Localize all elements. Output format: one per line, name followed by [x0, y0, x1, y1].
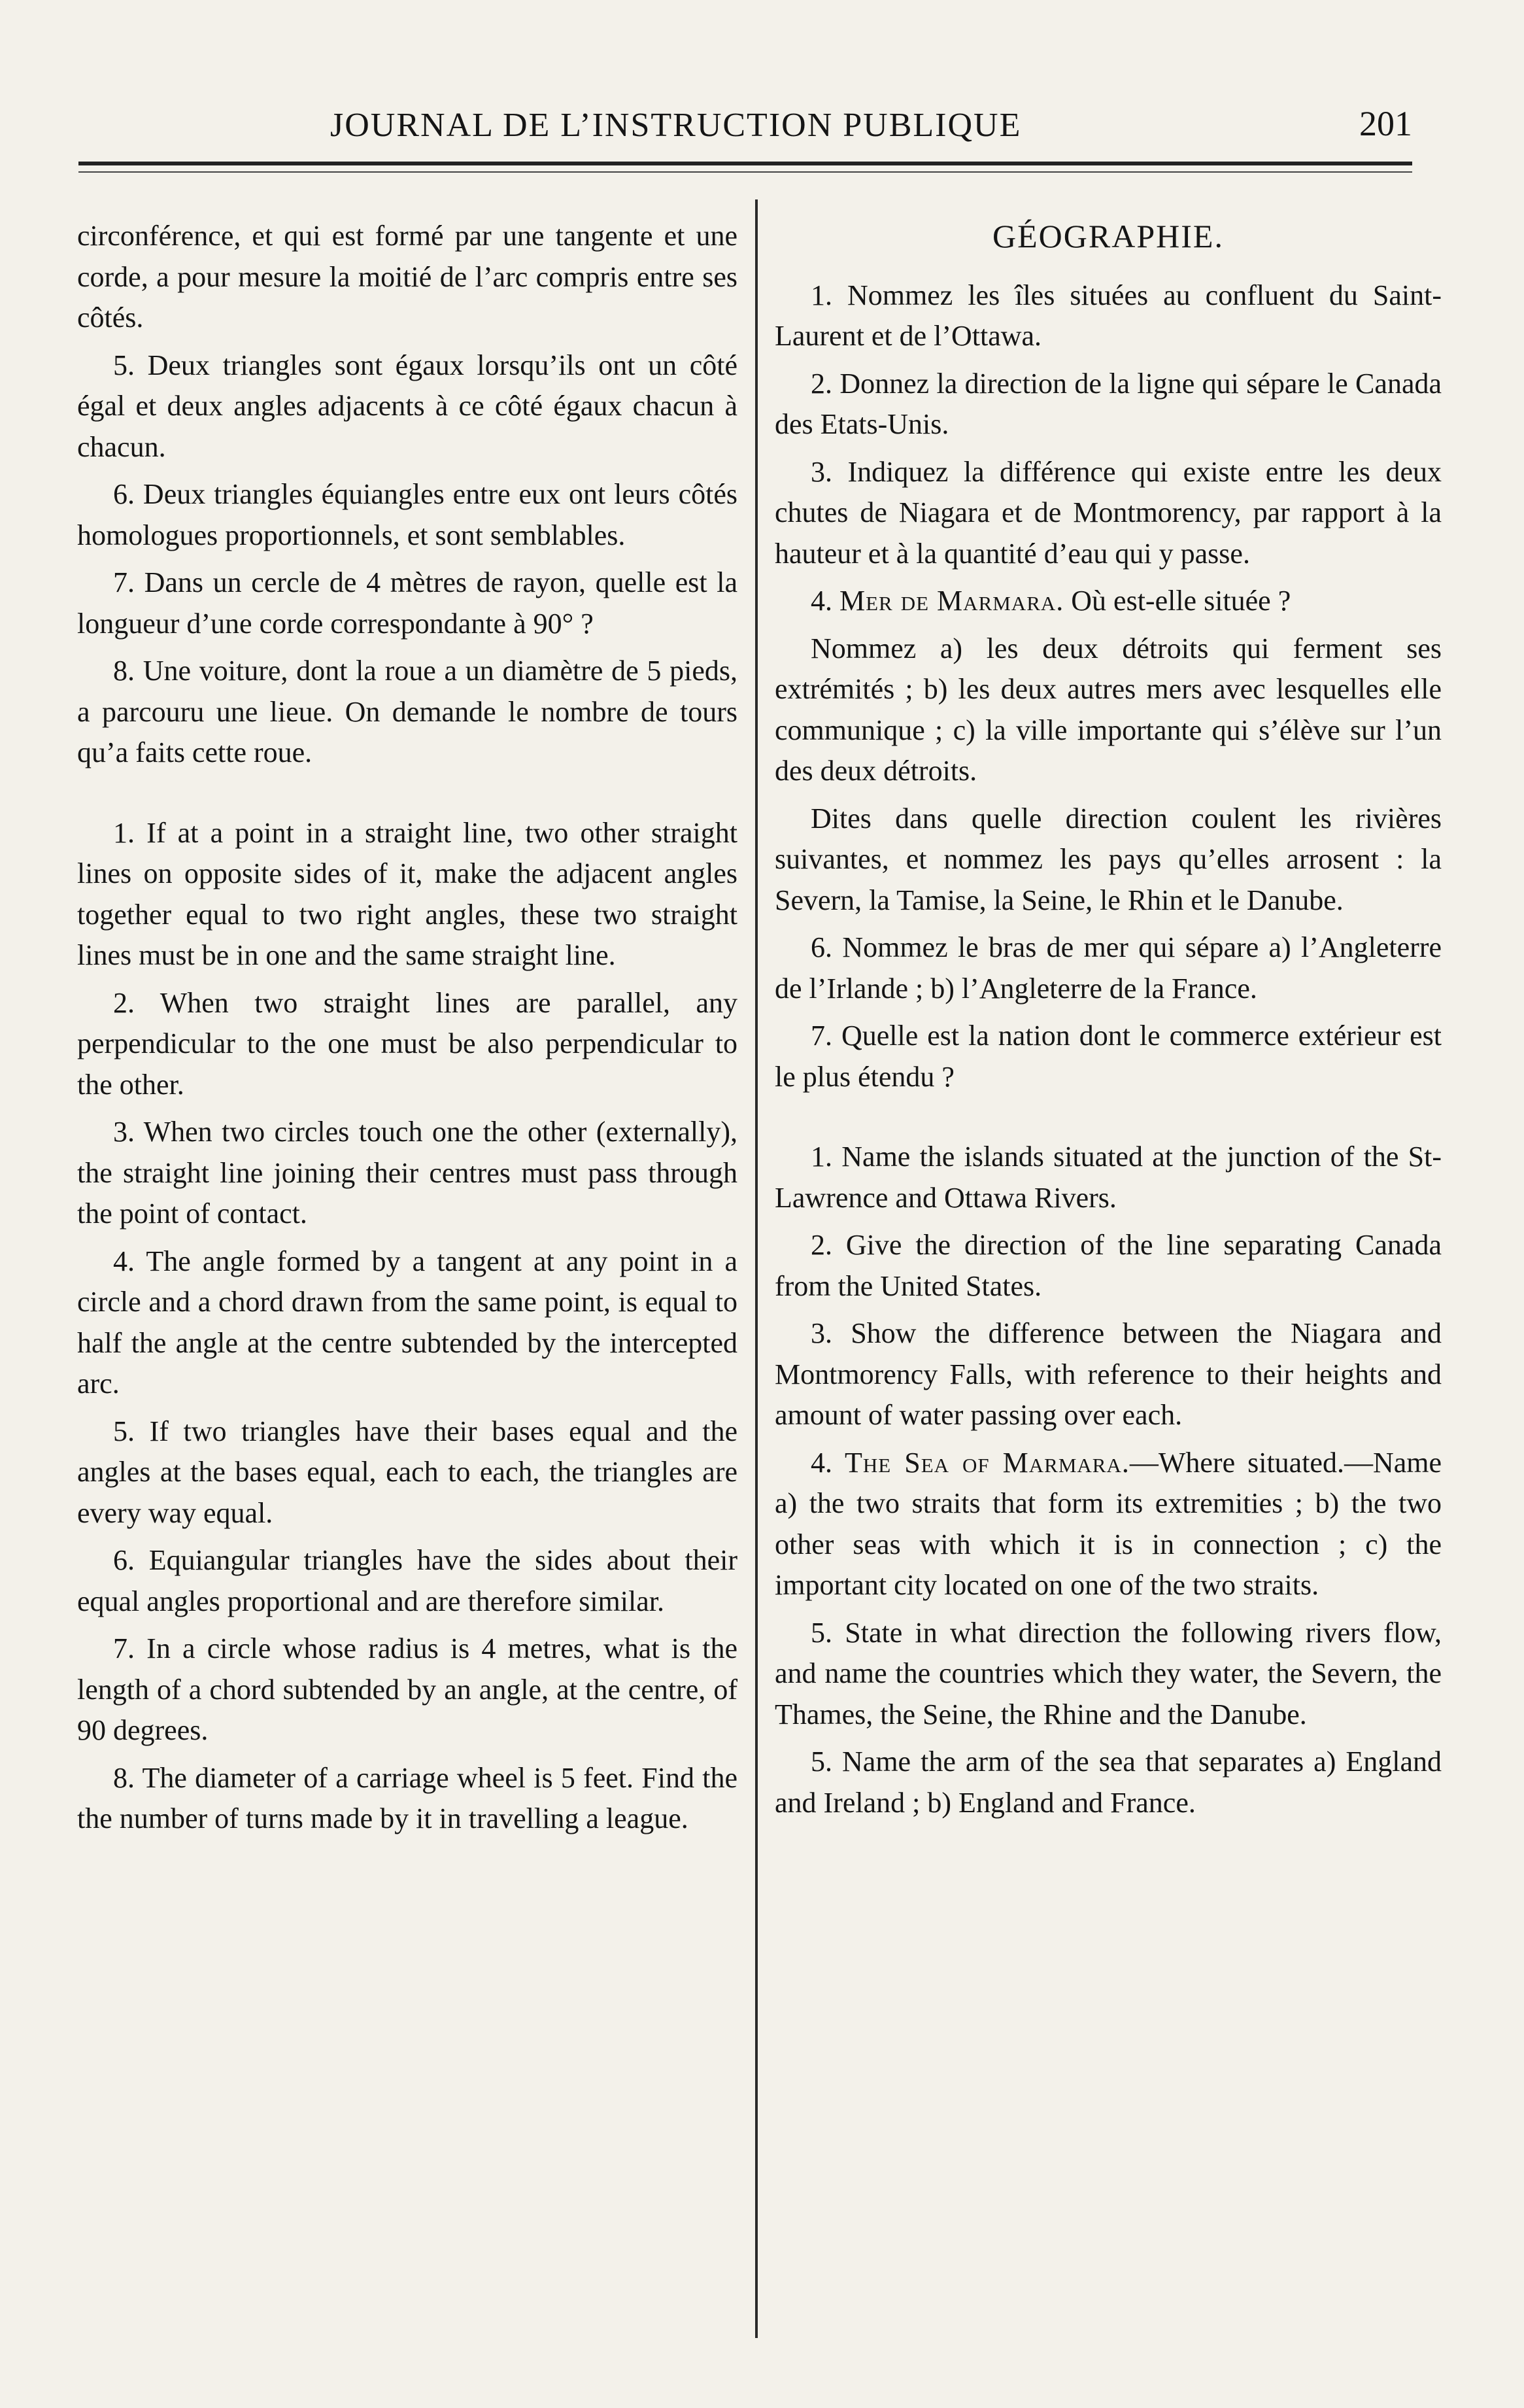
- header-rule-thick: [78, 162, 1412, 165]
- paragraph: 3. Indiquez la différence qui existe entre les deux chutes de Niagara et de Montmorency, par rapport à la hauteur et à la quantité d’eau qui y passe.: [775, 455, 1442, 570]
- paragraph: 7. In a circle whose radius is 4 metres, what is the length of a chord subtended by an angle, at the centre, of 90 degrees.: [77, 1632, 737, 1746]
- question-number: 4.: [811, 1446, 832, 1479]
- paragraph: 5. Deux triangles sont égaux lorsqu’ils ont un côté égal et deux angles adjacents à ce côté égaux chacun à chacun.: [77, 349, 737, 463]
- paragraph: 5. Name the arm of the sea that separates a) England and Ireland ; b) England and France.: [775, 1746, 1442, 1819]
- paragraph: 4. The angle formed by a tangent at any point in a circle and a chord drawn from the same point, is equal to half the angle at the centre subtended by the intercepted arc.: [77, 1245, 737, 1400]
- paragraph: 6. Equiangular triangles have the sides about their equal angles proportional and are therefore similar.: [77, 1544, 737, 1617]
- question-text: —Where situated.—Name a) the two straits that form its extremities ; b) the two other seas with which it is in connection ; c) the important city located on one of the two straits.: [775, 1446, 1442, 1601]
- paragraph: Dites dans quelle direction coulent les rivières suivantes, et nommez les pays qu’elles arrosent : la Severn, la Tamise, la Seine, le Rhin et le Danube.: [775, 802, 1442, 916]
- paragraph: 8. The diameter of a carriage wheel is 5 feet. Find the the number of turns made by it in travelling a league.: [77, 1761, 737, 1834]
- paragraph: circonférence, et qui est formé par une tangente et une corde, a pour mesure la moitié de l’arc compris entre ses côtés.: [77, 220, 737, 334]
- paragraph: 1. If at a point in a straight line, two other straight lines on opposite sides of it, make the adjacent angles together equal to two right angles, these two straight lines must be in one and the same straight line.: [77, 816, 737, 971]
- question-text: Où est-elle située ?: [1071, 585, 1291, 617]
- paragraph: 6. Nommez le bras de mer qui sépare a) l’Angleterre de l’Irlande ; b) l’Angleterre de la France.: [775, 931, 1442, 1005]
- section-gap: [77, 780, 737, 813]
- paragraph: 6. Deux triangles équiangles entre eux ont leurs côtés homologues proportionnels, et sont semblables.: [77, 478, 737, 551]
- paragraph: 1. Nommez les îles situées au confluent du Saint-Laurent et de l’Ottawa.: [775, 279, 1442, 352]
- running-title: JOURNAL DE L’INSTRUCTION PUBLIQUE: [330, 107, 1022, 144]
- header-rule-thin: [78, 171, 1412, 173]
- column-divider: [755, 199, 758, 2338]
- left-column: [77, 216, 737, 1846]
- paragraph: [775, 1443, 1442, 1606]
- paragraph: 2. Give the direction of the line separating Canada from the United States.: [775, 1229, 1442, 1302]
- paragraph: 2. Donnez la direction de la ligne qui sépare le Canada des Etats-Unis.: [775, 367, 1442, 440]
- paragraph: 1. Name the islands situated at the junction of the St-Lawrence and Ottawa Rivers.: [775, 1141, 1442, 1214]
- paragraph: 3. Show the difference between the Niagara and Montmorency Falls, with reference to their heights and amount of water passing over each.: [775, 1317, 1442, 1431]
- question-number: 4.: [811, 585, 832, 617]
- paragraph: Nommez a) les deux détroits qui ferment ses extrémités ; b) les deux autres mers avec lesquelles elle communique ; c) la ville importante qui s’élève sur l’un des deux détroits.: [775, 632, 1442, 787]
- running-header: [78, 98, 1412, 157]
- page-number: 201: [1359, 104, 1412, 143]
- paragraph: 5. If two triangles have their bases equal and the angles at the bases equal, each to each, the triangles are every way equal.: [77, 1415, 737, 1529]
- question-heading: Mer de Marmara.: [839, 585, 1064, 617]
- paragraph: 7. Quelle est la nation dont le commerce extérieur est le plus étendu ?: [775, 1020, 1442, 1093]
- paragraph: 8. Une voiture, dont la roue a un diamètre de 5 pieds, a parcouru une lieue. On demande le nombre de tours qu’a faits cette roue.: [77, 655, 737, 768]
- paragraph: 3. When two circles touch one the other (externally), the straight line joining their centres must pass through the point of contact.: [77, 1116, 737, 1230]
- paragraph: 5. State in what direction the following rivers flow, and name the countries which they water, the Severn, the Thames, the Seine, the Rhine and the Danube.: [775, 1616, 1442, 1730]
- question-heading: The Sea of Marmara.: [845, 1446, 1130, 1479]
- section-title: GÉOGRAPHIE.: [992, 218, 1224, 254]
- section-gap: [775, 1104, 1442, 1137]
- paragraph: 7. Dans un cercle de 4 mètres de rayon, quelle est la longueur d’une corde correspondante à 90° ?: [77, 566, 737, 640]
- paragraph: [775, 581, 1442, 622]
- right-column: [775, 216, 1442, 1830]
- paragraph: 2. When two straight lines are parallel, any perpendicular to the one must be also perpendicular to the other.: [77, 986, 737, 1101]
